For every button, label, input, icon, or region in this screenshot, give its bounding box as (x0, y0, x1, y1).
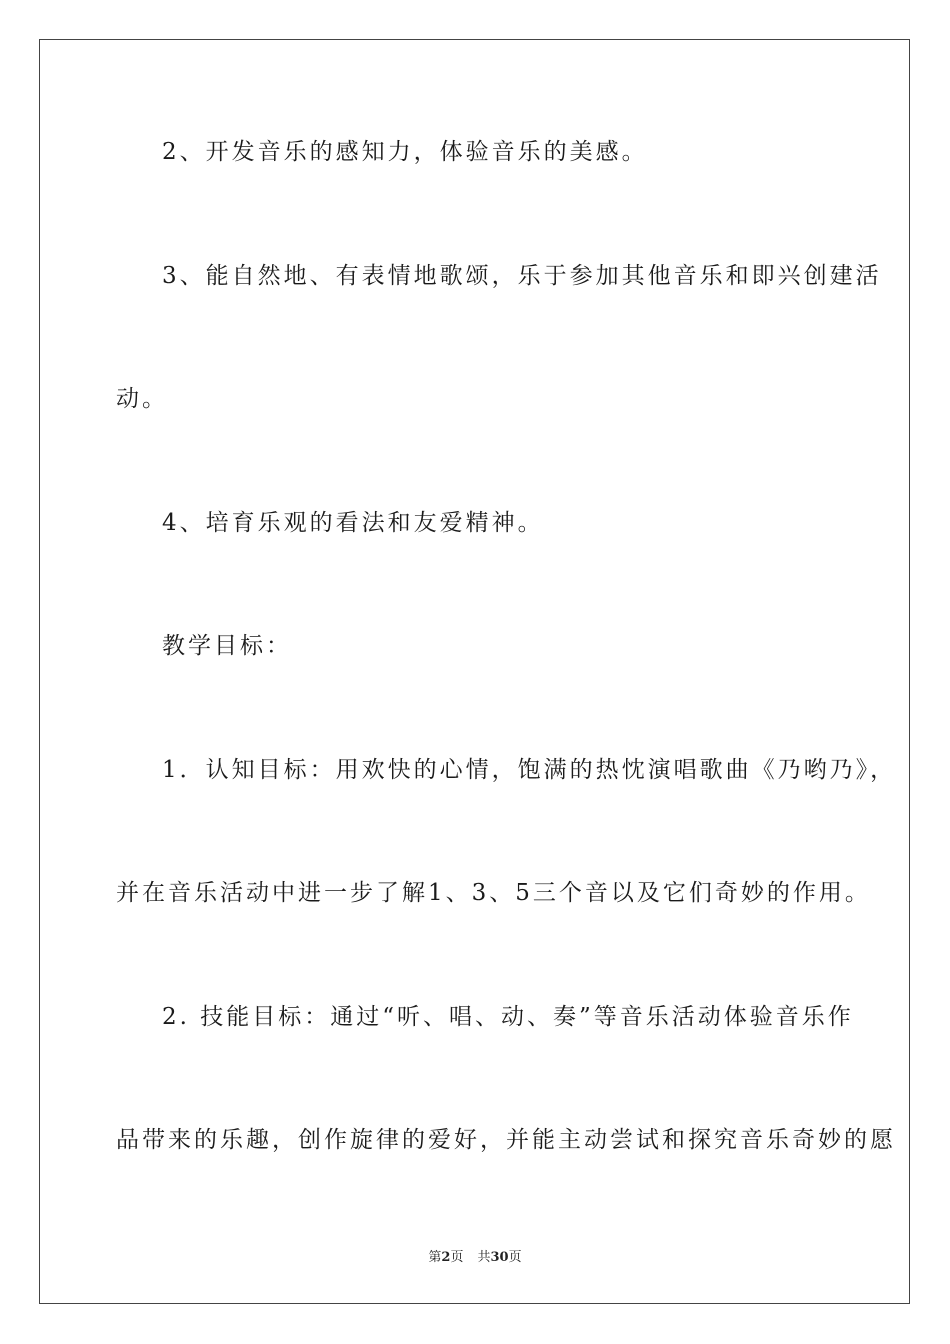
paragraph-line: 动。 (116, 386, 168, 412)
paragraph-line: 1．认知目标：用欢快的心情，饱满的热忱演唱歌曲《乃哟乃》， (162, 757, 897, 783)
paragraph-line: 4、培育乐观的看法和友爱精神。 (162, 510, 544, 536)
footer-total-number: 30 (490, 1250, 509, 1265)
section-heading: 教学目标： (162, 633, 292, 659)
paragraph-line: 并在音乐活动中进一步了解1、3、5三个音以及它们奇妙的作用。 (116, 880, 871, 906)
page-footer (0, 1246, 950, 1265)
footer-page-number: 2 (441, 1250, 451, 1265)
footer-total-suffix: 页 (508, 1250, 522, 1265)
paragraph-line: 2. 技能目标：通过“听、唱、动、奏”等音乐活动体验音乐作 (162, 1004, 854, 1030)
paragraph-line: 3、能自然地、有表情地歌颂，乐于参加其他音乐和即兴创建活 (162, 263, 882, 289)
footer-page-prefix: 第 (428, 1250, 442, 1265)
page-frame (39, 39, 910, 1304)
footer-total-prefix: 共 (477, 1250, 491, 1265)
footer-page-suffix: 页 (450, 1250, 464, 1265)
paragraph-line: 2、开发音乐的感知力，体验音乐的美感。 (162, 139, 648, 165)
paragraph-line: 品带来的乐趣，创作旋律的爱好，并能主动尝试和探究音乐奇妙的愿 (116, 1127, 896, 1153)
